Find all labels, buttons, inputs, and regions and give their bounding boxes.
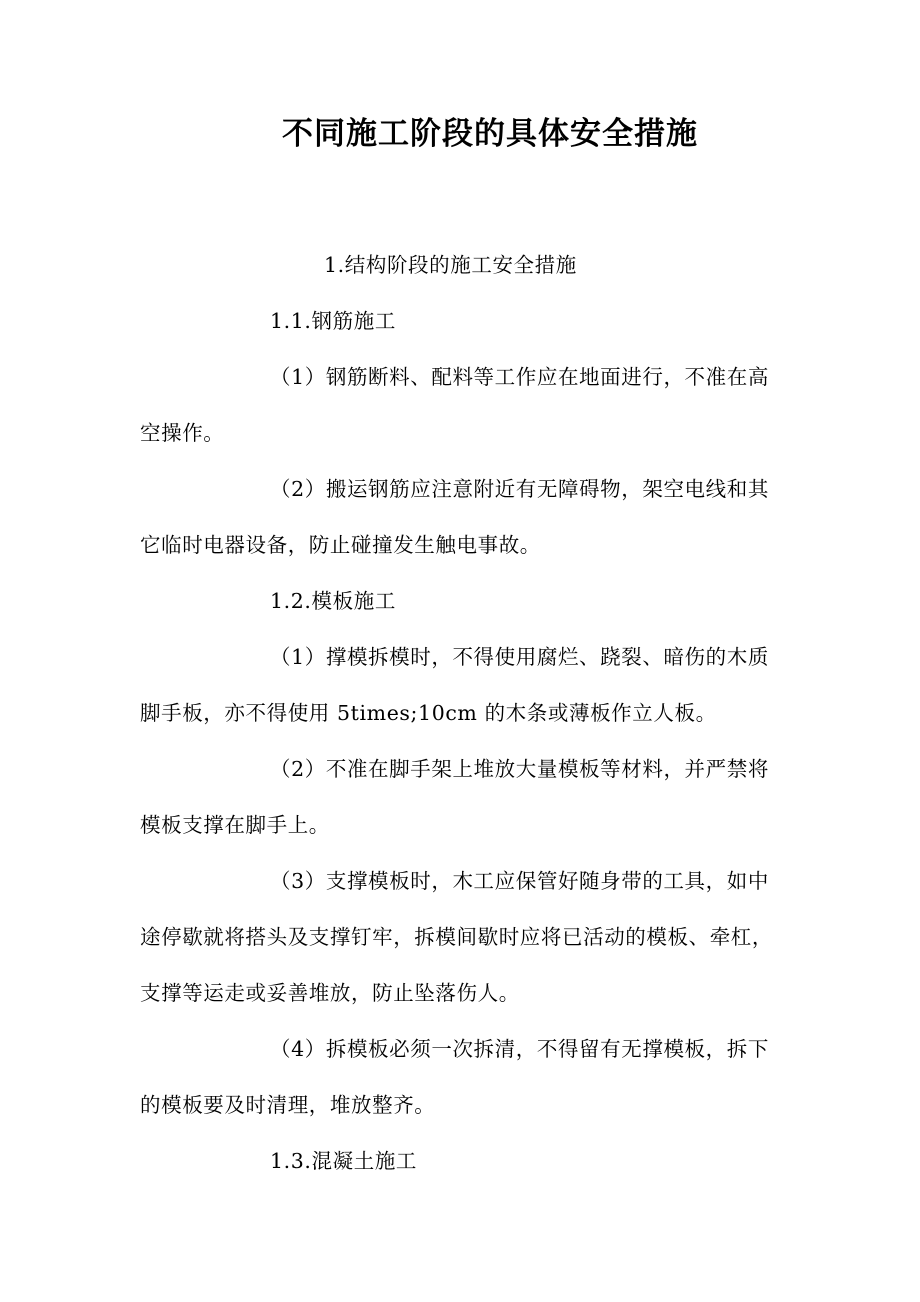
paragraph-1-1-1-line-1: （1）钢筋断料、配料等工作应在地面进行，不准在高	[270, 365, 769, 389]
paragraph-1-2-4-line-2: 的模板要及时清理，堆放整齐。	[140, 1093, 436, 1117]
paragraph-1-2-1-line-1: （1）撑模拆模时，不得使用腐烂、跷裂、暗伤的木质	[270, 645, 769, 669]
paragraph-1-1-2-line-1: （2）搬运钢筋应注意附近有无障碍物，架空电线和其	[270, 477, 769, 501]
paragraph-1-2-4-line-1: （4）拆模板必须一次拆清，不得留有无撑模板，拆下	[270, 1037, 769, 1061]
subsection-heading-1-2: 1.2.模板施工	[270, 589, 396, 613]
paragraph-1-1-1-line-2: 空操作。	[140, 421, 225, 445]
paragraph-1-2-1-line-2: 脚手板，亦不得使用 5times;10cm 的木条或薄板作立人板。	[140, 701, 717, 725]
subsection-heading-1-1: 1.1.钢筋施工	[270, 309, 396, 333]
paragraph-1-1-2-line-2: 它临时电器设备，防止碰撞发生触电事故。	[140, 533, 541, 557]
paragraph-1-2-3-line-2: 途停歇就将搭头及支撑钉牢，拆模间歇时应将已活动的模板、牵杠，	[140, 925, 773, 949]
paragraph-1-2-2-line-2: 模板支撑在脚手上。	[140, 813, 330, 837]
paragraph-1-2-3-line-1: （3）支撑模板时，木工应保管好随身带的工具，如中	[270, 869, 769, 893]
document-title: 不同施工阶段的具体安全措施	[282, 116, 698, 152]
section-heading-1: 1.结构阶段的施工安全措施	[324, 253, 577, 277]
subsection-heading-1-3: 1.3.混凝土施工	[270, 1149, 418, 1173]
paragraph-1-2-3-line-3: 支撑等运走或妥善堆放，防止坠落伤人。	[140, 981, 520, 1005]
paragraph-1-2-2-line-1: （2）不准在脚手架上堆放大量模板等材料，并严禁将	[270, 757, 769, 781]
